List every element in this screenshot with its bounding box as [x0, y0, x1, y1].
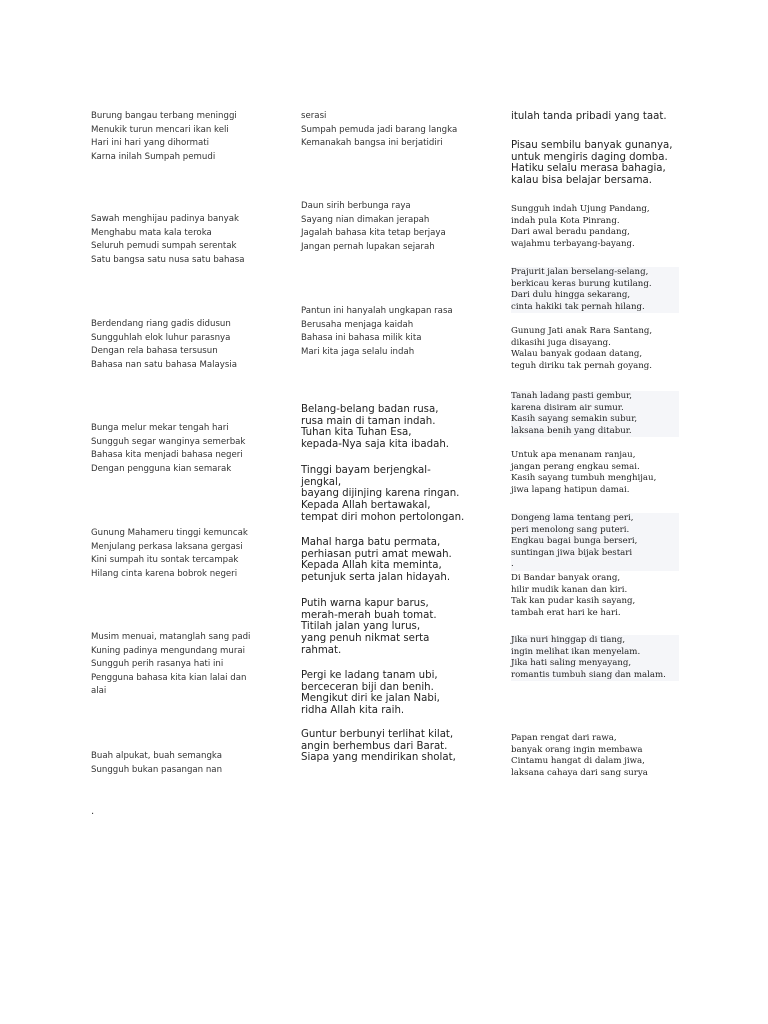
verse-line: cinta hakiki tak pernah hilang. — [511, 301, 645, 312]
stanza-verse — [301, 200, 446, 254]
verse-line: Jika nuri hinggap di tiang, — [511, 635, 626, 645]
stanza-verse — [511, 733, 648, 779]
verse-line: laksana cahaya dari sang surya — [511, 767, 648, 778]
stanza-verse — [91, 422, 245, 476]
verse-line: banyak orang ingin membawa — [511, 744, 643, 755]
verse-line: Kemanakah bangsa ini berjatidiri — [301, 138, 443, 149]
verse-line: kepada-Nya saja kita ibadah. — [301, 439, 450, 451]
stanza-verse — [91, 318, 237, 372]
verse-line: Sungguh segar wanginya semerbak — [91, 436, 246, 447]
verse-line: Bahasa kita menjadi bahasa negeri — [91, 450, 243, 461]
verse-line: Titilah jalan yang lurus, — [301, 621, 421, 633]
verse-line: ridha Allah kita raih. — [301, 705, 405, 717]
verse-line: petunjuk serta jalan hidayah. — [301, 572, 451, 584]
stanza-verse — [91, 631, 250, 699]
verse-line: Musim menuai, matanglah sang padi — [91, 632, 251, 642]
verse-line: Karna inilah Sumpah pemudi — [91, 151, 216, 162]
end-mark: . — [91, 806, 95, 817]
verse-line: Menghabu mata kala teroka — [91, 227, 212, 238]
verse-line: Pisau sembilu banyak gunanya, — [511, 140, 673, 151]
verse-line: Putih warna kapur barus, — [301, 598, 429, 609]
verse-line: Berusaha menjaga kaidah — [301, 319, 414, 330]
stanza-verse — [91, 213, 245, 267]
verse-line: itulah tanda pribadi yang taat. — [511, 111, 667, 122]
stanza-verse — [511, 111, 667, 123]
verse-line: Berdendang riang gadis didusun — [91, 319, 231, 329]
stanza-verse — [511, 573, 635, 619]
verse-line: tambah erat hari ke hari. — [511, 607, 621, 618]
verse-line: Di Bandar banyak orang, — [511, 573, 621, 583]
verse-line: Gunung Jati anak Rara Santang, — [511, 326, 653, 336]
verse-line: Tanah ladang pasti gembur, — [511, 391, 633, 401]
verse-line: jengkal, — [301, 476, 342, 488]
verse-line: Dongeng lama tentang peri, — [511, 513, 634, 523]
stanza-verse — [301, 305, 453, 359]
verse-line: dikasihi juga disayang. — [511, 337, 611, 348]
verse-line: Pergi ke ladang tanam ubi, — [301, 670, 438, 681]
stanza-verse — [301, 598, 437, 657]
verse-line: merah-merah buah tomat. — [301, 609, 437, 621]
verse-line: Belang-belang badan rusa, — [301, 404, 439, 415]
stanza-verse — [91, 750, 222, 777]
verse-line: Bahasa ini bahasa milik kita — [301, 333, 422, 344]
verse-line: Papan rengat dari rawa, — [511, 733, 617, 743]
verse-line: Sungguh indah Ujung Pandang, — [511, 204, 650, 214]
verse-line: Hatiku selalu merasa bahagia, — [511, 163, 666, 175]
verse-line: yang penuh nikmat serta — [301, 633, 430, 645]
verse-line: Jika hati saling menyayang, — [511, 658, 632, 668]
verse-line: Dari awal beradu pandang, — [511, 227, 630, 237]
verse-line: Bunga melur mekar tengah hari — [91, 423, 229, 433]
verse-line: Sumpah pemuda jadi barang langka — [301, 124, 458, 135]
verse-line: Pengguna bahasa kita kian lalai dan — [91, 672, 247, 683]
verse-line: Hilang cinta karena bobrok negeri — [91, 568, 238, 579]
verse-line: Kasih sayang semakin subur, — [511, 414, 638, 424]
verse-line: peri menolong sang puteri. — [511, 524, 630, 535]
verse-line: bayang dijinjing karena ringan. — [301, 488, 460, 500]
verse-line: Tak kan pudar kasih sayang, — [511, 596, 636, 606]
verse-line: kalau bisa belajar bersama. — [511, 175, 653, 187]
verse-line: Burung bangau terbang meninggi — [91, 111, 237, 121]
verse-line: Pantun ini hanyalah ungkapan rasa — [301, 306, 453, 316]
verse-line: Kasih sayang tumbuh menghijau, — [511, 473, 657, 483]
verse-line: Gunung Mahameru tinggi kemuncak — [91, 528, 248, 538]
verse-line: Dengan pengguna kian semarak — [91, 463, 232, 474]
verse-line: perhiasan putri amat mewah. — [301, 548, 452, 560]
verse-line: indah pula Kota Pinrang. — [511, 215, 620, 226]
verse-line: jangan perang engkau semai. — [511, 461, 640, 472]
verse-line: Walau banyak godaan datang, — [511, 349, 643, 359]
verse-line: untuk mengiris daging domba. — [511, 151, 668, 163]
verse-line: Cintamu hangat di dalam jiwa, — [511, 756, 645, 766]
stanza-verse — [511, 204, 650, 250]
verse-line: Mengikut diri ke jalan Nabi, — [301, 693, 440, 705]
stanza-verse — [91, 110, 237, 164]
stanza-verse — [511, 513, 679, 571]
verse-line: Hari ini hari yang dihormati — [91, 138, 210, 149]
verse-line: jiwa lapang hatipun damai. — [511, 484, 630, 495]
verse-line: . — [511, 559, 514, 569]
verse-line: Dengan rela bahasa tersusun — [91, 346, 218, 357]
stanza-verse — [301, 404, 449, 451]
verse-line: Kepada Allah kita meminta, — [301, 560, 442, 572]
verse-line: Siapa yang mendirikan sholat, — [301, 752, 456, 764]
stanza-verse — [301, 670, 440, 717]
verse-line: Tuhan kita Tuhan Esa, — [301, 427, 412, 439]
stanza-verse — [301, 729, 456, 764]
verse-line: Menjulang perkasa laksana gergasi — [91, 541, 243, 552]
stanza-verse — [511, 326, 652, 372]
stanza-verse — [511, 635, 679, 681]
verse-line: Prajurit jalan berselang-selang, — [511, 267, 649, 277]
verse-line: ingin melihat ikan menyelam. — [511, 646, 641, 657]
verse-line: Sayang nian dimakan jerapah — [301, 214, 430, 225]
verse-line: tempat diri mohon pertolongan. — [301, 511, 465, 523]
verse-line: Satu bangsa satu nusa satu bahasa — [91, 254, 245, 265]
verse-line: laksana benih yang ditabur. — [511, 425, 632, 436]
verse-line: hilir mudik kanan dan kiri. — [511, 584, 628, 595]
verse-line: Daun sirih berbunga raya — [301, 201, 411, 211]
verse-line: alai — [91, 686, 107, 697]
verse-line: Mahal harga batu permata, — [301, 537, 441, 548]
stanza-verse — [301, 110, 457, 151]
verse-line: berceceran biji dan benih. — [301, 681, 434, 693]
stanza-verse — [301, 465, 464, 524]
stanza-verse — [301, 537, 452, 584]
stanza-verse — [511, 267, 679, 313]
verse-line: Dari dulu hingga sekarang, — [511, 290, 631, 300]
stanza-verse — [511, 140, 672, 187]
verse-line: Menukik turun mencari ikan keli — [91, 124, 229, 135]
verse-line: serasi — [301, 111, 327, 121]
verse-line: angin berhembus dari Barat. — [301, 740, 448, 752]
verse-line: rahmat. — [301, 644, 342, 656]
stanza-verse — [511, 450, 656, 496]
verse-line: Kini sumpah itu sontak tercampak — [91, 555, 239, 566]
verse-line: Kuning padinya mengundang murai — [91, 645, 246, 656]
verse-line: Jagalah bahasa kita tetap berjaya — [301, 228, 446, 239]
verse-line: karena disiram air sumur. — [511, 402, 624, 413]
verse-line: teguh diriku tak pernah goyang. — [511, 360, 652, 371]
stanza-verse — [91, 527, 248, 581]
verse-line: Jangan pernah lupakan sejarah — [301, 241, 435, 252]
verse-line: Sungguh perih rasanya hati ini — [91, 659, 224, 670]
verse-line: Sungguh bukan pasangan nan — [91, 764, 223, 775]
verse-line: Sungguhlah elok luhur parasnya — [91, 332, 231, 343]
verse-line: Mari kita jaga selalu indah — [301, 346, 415, 357]
verse-line: Untuk apa menanam ranjau, — [511, 450, 636, 460]
verse-line: Buah alpukat, buah semangka — [91, 751, 223, 761]
verse-line: Sawah menghijau padinya banyak — [91, 214, 240, 224]
verse-line: Tinggi bayam berjengkal- — [301, 465, 431, 476]
verse-line: Bahasa nan satu bahasa Malaysia — [91, 359, 237, 370]
verse-line: Guntur berbunyi terlihat kilat, — [301, 729, 454, 740]
verse-line: romantis tumbuh siang dan malam. — [511, 669, 666, 680]
verse-line: wajahmu terbayang-bayang. — [511, 238, 635, 249]
verse-line: rusa main di taman indah. — [301, 415, 436, 427]
verse-line: Engkau bagai bunga berseri, — [511, 536, 638, 546]
verse-line: berkicau keras burung kutilang. — [511, 278, 652, 289]
verse-line: Kepada Allah bertawakal, — [301, 500, 431, 512]
verse-line: Seluruh pemudi sumpah serentak — [91, 241, 237, 252]
verse-line: suntingan jiwa bijak bestari — [511, 547, 633, 558]
stanza-verse — [511, 391, 679, 437]
